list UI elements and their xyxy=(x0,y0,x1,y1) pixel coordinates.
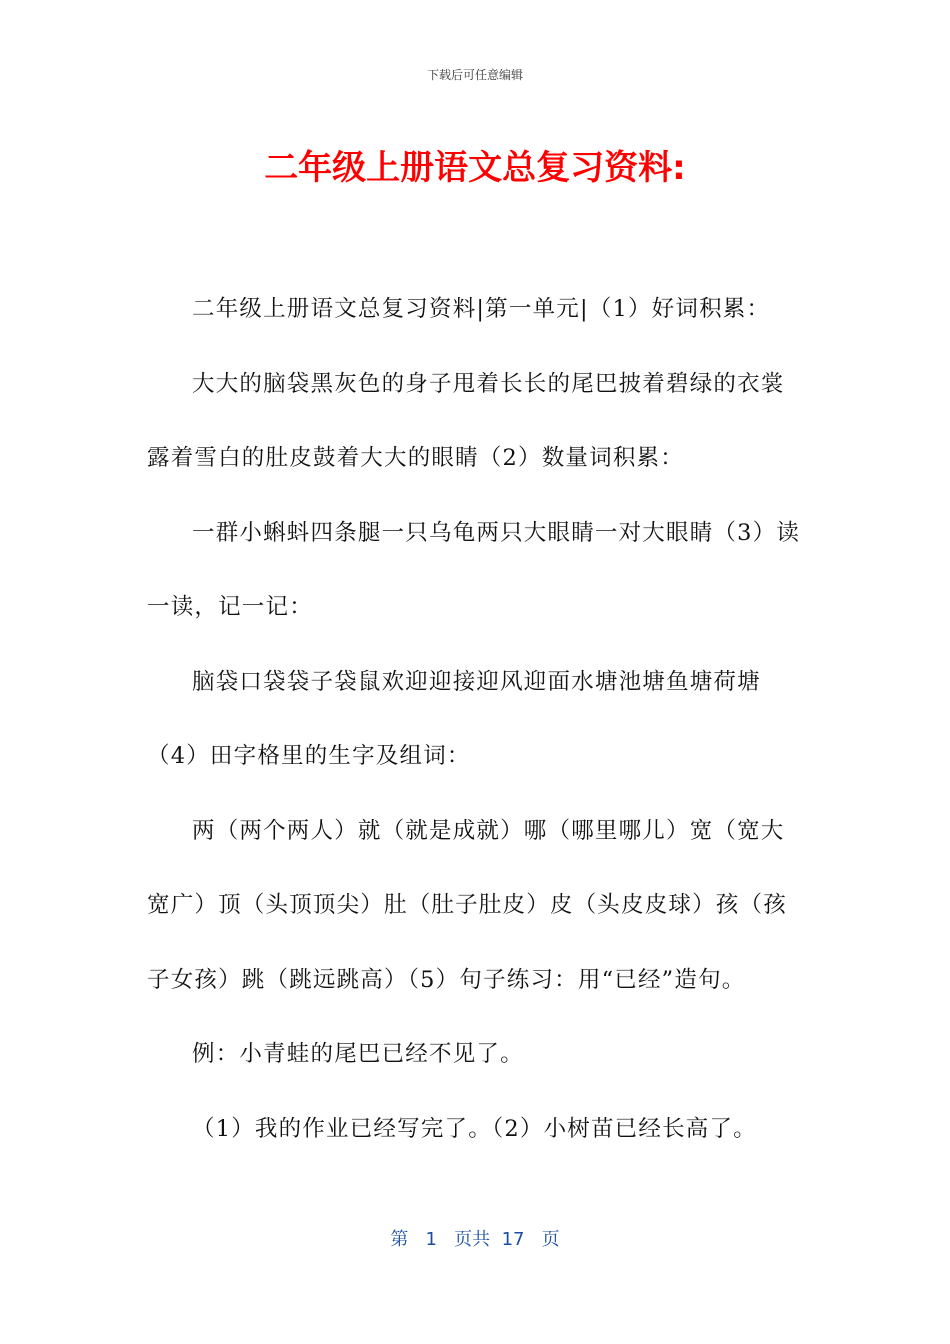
paragraph-5: 两（两个两人）就（就是成就）哪（哪里哪儿）宽（宽大宽广）顶（头顶顶尖）肚（肚子肚皮）皮（头皮皮球）孩（孩子女孩）跳（跳远跳高）（5）句子练习：用“已经”造句。 xyxy=(147,817,787,993)
footer-total-pages: 17 xyxy=(501,1229,525,1250)
footer-suffix: 页 xyxy=(541,1229,560,1250)
document-body xyxy=(147,272,803,1166)
paragraph-7: （1）我的作业已经写完了。（2）小树苗已经长高了。 xyxy=(192,1115,757,1142)
paragraph-6: 例：小青蛙的尾巴已经不见了。 xyxy=(192,1041,524,1067)
paragraph-4: 脑袋口袋袋子袋鼠欢迎迎接迎风迎面水塘池塘鱼塘荷塘（4）田字格里的生字及组词： xyxy=(147,668,761,769)
paragraph-2: 大大的脑袋黑灰色的身子甩着长长的尾巴披着碧绿的衣裳露着雪白的肚皮鼓着大大的眼睛（2）数量词积累： xyxy=(147,370,785,471)
footer-current-page: 1 xyxy=(425,1229,437,1250)
paragraph-3: 一群小蝌蚪四条腿一只乌龟两只大眼睛一对大眼睛（3）读一读，记一记： xyxy=(147,519,801,620)
page-footer xyxy=(0,1225,950,1251)
document-title: 二年级上册语文总复习资料: xyxy=(264,148,686,188)
paragraph-1: 二年级上册语文总复习资料|第一单元|（1）好词积累： xyxy=(192,296,771,322)
header-note: 下载后可任意编辑 xyxy=(426,68,523,82)
footer-prefix: 第 xyxy=(390,1229,409,1250)
footer-middle: 页共 xyxy=(454,1229,491,1250)
